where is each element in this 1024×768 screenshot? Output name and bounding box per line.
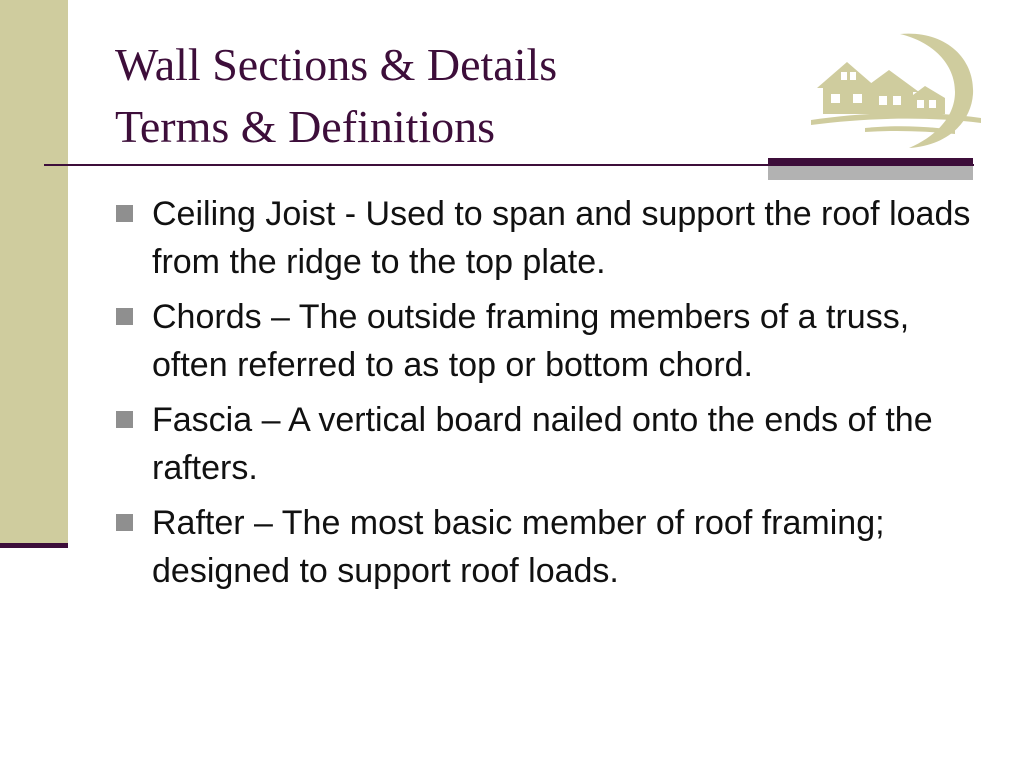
definition-text: Chords – The outside framing members of a truss, often referred to as top or bottom chord. (152, 298, 910, 384)
list-item (116, 293, 976, 389)
definition-list (116, 190, 976, 602)
definition-text: Rafter – The most basic member of roof framing; designed to support roof loads. (152, 504, 885, 590)
side-band (0, 0, 68, 545)
definition-text: Ceiling Joist - Used to span and support the roof loads from the ridge to the top plate. (152, 195, 971, 281)
square-bullet-icon (116, 308, 133, 325)
side-band-accent (0, 543, 68, 548)
square-bullet-icon (116, 411, 133, 428)
slide-title (115, 34, 755, 158)
square-bullet-icon (116, 205, 133, 222)
title-rule-shadow (768, 166, 973, 180)
square-bullet-icon (116, 514, 133, 531)
house-logo-icon (805, 28, 983, 150)
title-line-2: Terms & Definitions (115, 101, 496, 152)
list-item (116, 396, 976, 492)
list-item (116, 190, 976, 286)
title-line-1: Wall Sections & Details (115, 39, 558, 90)
definition-text: Fascia – A vertical board nailed onto the ends of the rafters. (152, 401, 933, 487)
list-item (116, 499, 976, 595)
